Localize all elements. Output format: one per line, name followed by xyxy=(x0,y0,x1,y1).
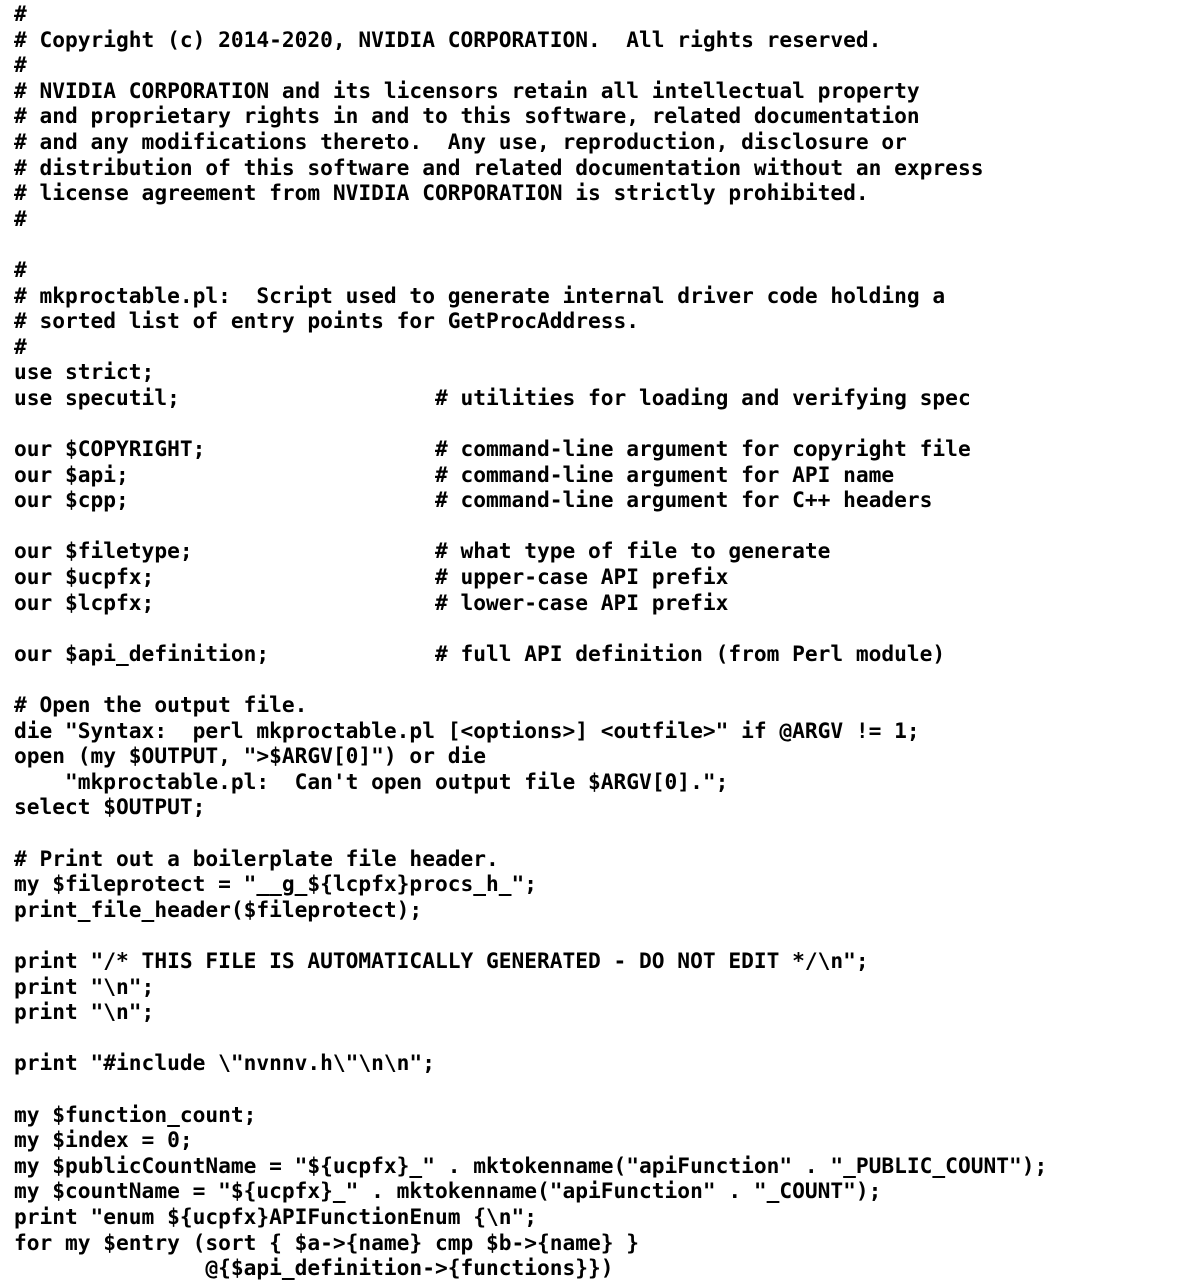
code-line: # xyxy=(14,205,27,231)
code-line: our $api; # command-line argument for API name xyxy=(14,461,895,487)
code-line: # and any modifications thereto. Any use, reproduction, disclosure or xyxy=(14,128,907,154)
code-line: our $filetype; # what type of file to generate xyxy=(14,538,831,564)
code-line: my $countName = "${ucpfx}_" . mktokenname("apiFunction" . "_COUNT"); xyxy=(14,1178,882,1204)
code-line: our $cpp; # command-line argument for C++ headers xyxy=(14,487,933,513)
code-line: print "enum ${ucpfx}APIFunctionEnum {\n"; xyxy=(14,1203,537,1229)
code-line: for my $entry (sort { $a->{name} cmp $b->{name} } xyxy=(14,1229,640,1255)
code-line: # Copyright (c) 2014-2020, NVIDIA CORPORATION. All rights reserved. xyxy=(14,26,882,52)
code-line: # NVIDIA CORPORATION and its licensors retain all intellectual property xyxy=(14,77,920,103)
code-line: my $function_count; xyxy=(14,1101,257,1127)
code-line: my $publicCountName = "${ucpfx}_" . mktokenname("apiFunction" . "_PUBLIC_COUNT"); xyxy=(14,1152,1048,1178)
code-line: our $api_definition; # full API definition (from Perl module) xyxy=(14,640,946,666)
code-line: # Open the output file. xyxy=(14,692,308,718)
code-line xyxy=(14,411,1047,437)
code-line: # distribution of this software and related documentation without an express xyxy=(14,154,984,180)
code-line: # Print out a boilerplate file header. xyxy=(14,845,499,871)
code-line: "mkproctable.pl: Can't open output file $ARGV[0]."; xyxy=(14,768,729,794)
code-line: my $index = 0; xyxy=(14,1127,193,1153)
code-line: print_file_header($fileprotect); xyxy=(14,896,423,922)
code-line: select $OUTPUT; xyxy=(14,794,206,820)
code-line: die "Syntax: perl mkproctable.pl [<options>] <outfile>" if @ARGV != 1; xyxy=(14,717,920,743)
code-line xyxy=(14,922,1047,948)
code-line: our $COPYRIGHT; # command-line argument for copyright file xyxy=(14,436,971,462)
code-line: # xyxy=(14,52,27,78)
code-line: # and proprietary rights in and to this software, related documentation xyxy=(14,103,920,129)
code-line: print "#include \"nvnnv.h\"\n\n"; xyxy=(14,1050,435,1076)
code-line: # mkproctable.pl: Script used to generate internal driver code holding a xyxy=(14,282,946,308)
code-line: print "\n"; xyxy=(14,973,155,999)
code-line xyxy=(14,615,1047,641)
code-line: # xyxy=(14,333,27,359)
code-line: # xyxy=(14,256,27,282)
code-line: use specutil; # utilities for loading and verifying spec xyxy=(14,384,971,410)
code-line: our $ucpfx; # upper-case API prefix xyxy=(14,564,729,590)
code-line xyxy=(14,1025,1047,1051)
code-line: # sorted list of entry points for GetProcAddress. xyxy=(14,308,640,334)
code-line xyxy=(14,513,1047,539)
code-line xyxy=(14,1076,1047,1102)
source-code-listing xyxy=(14,1,1047,1280)
code-line: use strict; xyxy=(14,359,155,385)
code-line xyxy=(14,820,1047,846)
code-line xyxy=(14,231,1047,257)
code-line: our $lcpfx; # lower-case API prefix xyxy=(14,589,729,615)
code-line: # license agreement from NVIDIA CORPORATION is strictly prohibited. xyxy=(14,180,869,206)
code-line: print "/* THIS FILE IS AUTOMATICALLY GENERATED - DO NOT EDIT */\n"; xyxy=(14,947,869,973)
code-line: # xyxy=(14,1,27,26)
code-line xyxy=(14,666,1047,692)
code-line: open (my $OUTPUT, ">$ARGV[0]") or die xyxy=(14,743,486,769)
code-line: my $fileprotect = "__g_${lcpfx}procs_h_"; xyxy=(14,871,537,897)
code-line: @{$api_definition->{functions}}) xyxy=(14,1255,614,1280)
code-line: print "\n"; xyxy=(14,999,155,1025)
